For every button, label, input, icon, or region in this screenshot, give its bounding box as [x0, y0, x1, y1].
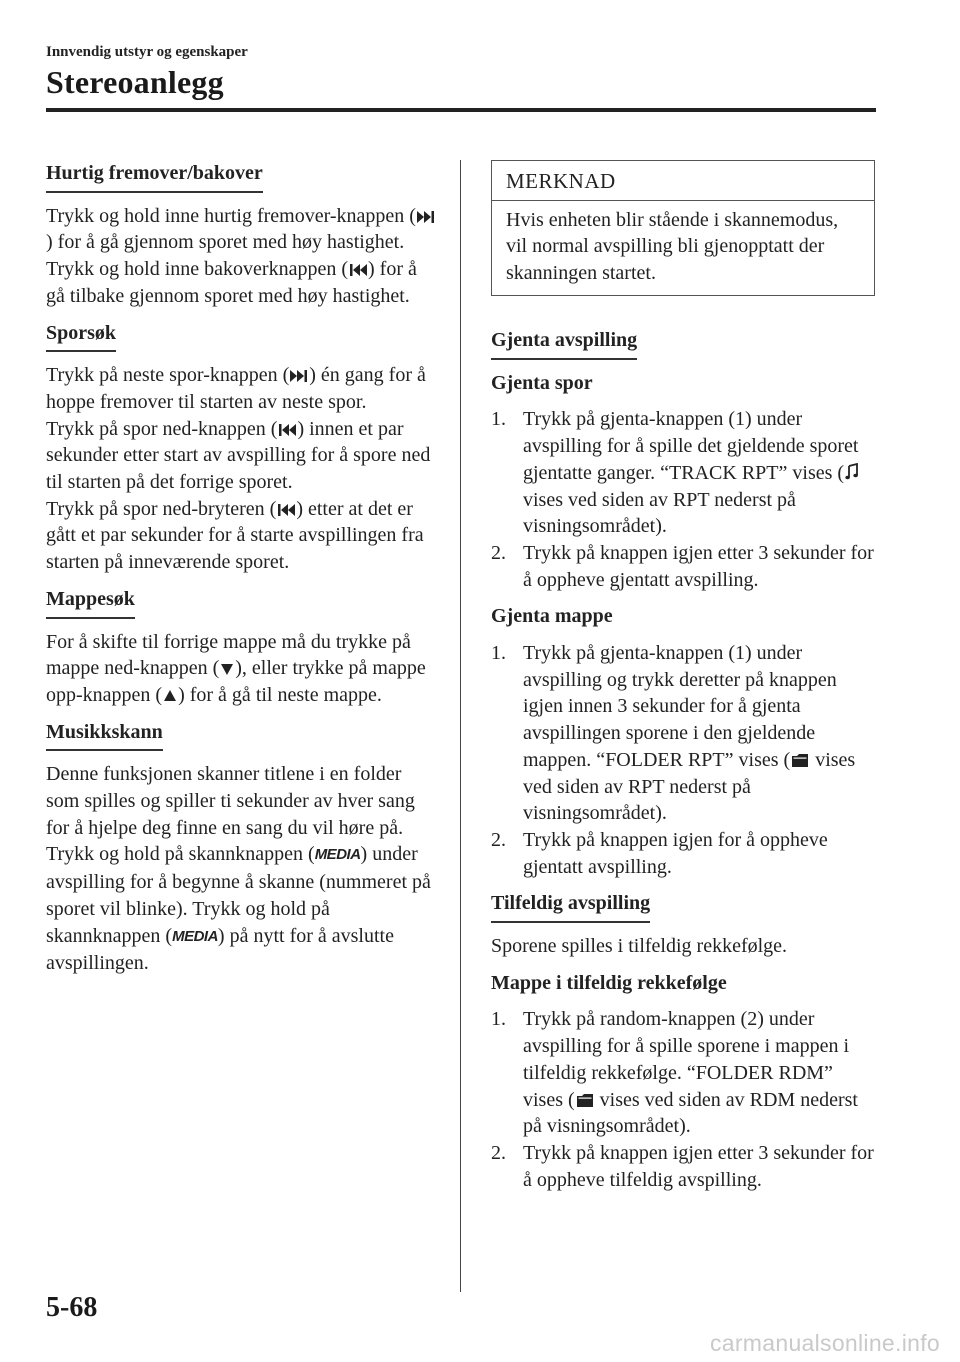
list-repeat-folder	[491, 640, 877, 880]
list-item: 1. Trykk på gjenta-knappen (1) under avspilling for å spille det gjeldende sporet gjentatte ganger. “TRACK RPT” vises ( vises ved siden av RPT nederst på visningsområdet).	[491, 408, 859, 538]
media-button-icon: MEDIA	[172, 927, 218, 945]
list-item: 1. Trykk på random-knappen (2) under avspilling for å spille sporene i mappen i tilfeldig rekkefølge. “FOLDER RDM” vises ( vises ved siden av RDM nederst på visningsområdet).	[491, 1008, 858, 1138]
list-repeat-track	[491, 406, 877, 593]
right-column	[491, 327, 877, 1203]
rewind-icon	[349, 263, 367, 277]
note-box	[491, 160, 875, 296]
subheading-repeat-folder: Gjenta mappe	[491, 605, 613, 628]
next-track-icon	[290, 369, 308, 383]
paragraph-track-search: Trykk på neste spor-knappen ( ) én gang for å hoppe fremover til starten av neste spor. Trykk på spor ned-knappen ( ) innen et par sekunder etter start av avspilling for å spore ned til starten på det forrige sporet. Trykk på spor ned-bryteren ( ) etter at det er gått et par sekunder for å starte avspillingen fra starten på inneværende sporet.	[46, 364, 431, 574]
heading-random-playback: Tilfeldig avspilling	[491, 890, 650, 923]
paragraph-folder-search: For å skifte til forrige mappe må du trykke på mappe ned-knappen ( ), eller trykke på mappe opp-knappen ( ) for å gå til neste mappe.	[46, 630, 426, 706]
page-number: 5-68	[46, 1292, 98, 1323]
heading-fast-forward: Hurtig fremover/bakover	[46, 160, 263, 193]
previous-track-icon	[277, 503, 295, 517]
header-rule	[46, 108, 876, 112]
media-button-icon: MEDIA	[314, 846, 361, 864]
list-item: 2. Trykk på knappen igjen for å oppheve gjentatt avspilling.	[491, 828, 828, 878]
column-divider	[460, 160, 461, 1292]
list-item: 2. Trykk på knappen igjen etter 3 sekunder for å oppheve gjentatt avspilling.	[491, 541, 874, 591]
list-item: 2. Trykk på knappen igjen etter 3 sekunder for å oppheve tilfeldig avspilling.	[491, 1141, 874, 1191]
list-folder-random	[491, 1006, 877, 1193]
subheading-repeat-track: Gjenta spor	[491, 371, 593, 394]
paragraph-fast-forward: Trykk og hold inne hurtig fremover-knappen () for å gå gjennom sporet med høy hastighet. Trykk og hold inne bakoverknappen ( ) for å gå tilbake gjennom sporet med høy hastighet.	[46, 203, 438, 310]
previous-track-icon	[278, 423, 296, 437]
folder-up-icon	[163, 689, 177, 703]
folder-icon	[576, 1093, 594, 1108]
watermark: carmanualsonline.info	[709, 1330, 940, 1356]
music-note-icon	[845, 463, 859, 481]
heading-track-search: Sporsøk	[46, 320, 116, 353]
page-title: Stereoanlegg	[46, 64, 224, 100]
list-item: 1. Trykk på gjenta-knappen (1) under avspilling og trykk deretter på knappen igjen innen 3 sekunder for å gjenta avspillingen sporene i den gjeldende mappen. “FOLDER RPT” vises ( vises ved siden av RPT nederst på visningsområdet).	[491, 642, 856, 825]
chapter-label: Innvendig utstyr og egenskaper	[46, 44, 248, 60]
paragraph-music-scan: Denne funksjonen skanner titlene i en folder som spilles og spiller ti sekunder av hver sang for å hjelpe deg finne en sang du vil høre på. Trykk og hold på skannknappen (MEDIA) under avspilling for å begynne å skanne (nummeret på sporet vil blinke). Trykk og hold på skannknappen (MEDIA) på nytt for å avslutte avspillingen.	[46, 763, 431, 975]
note-title: MERKNAD	[492, 161, 874, 201]
folder-icon	[791, 753, 809, 768]
subheading-folder-random: Mappe i tilfeldig rekkefølge	[491, 971, 727, 994]
left-column	[46, 160, 438, 987]
heading-music-scan: Musikkskann	[46, 719, 163, 752]
folder-down-icon	[220, 662, 234, 676]
heading-repeat-playback: Gjenta avspilling	[491, 327, 637, 360]
paragraph-random: Sporene spilles i tilfeldig rekkefølge.	[491, 935, 788, 958]
heading-folder-search: Mappesøk	[46, 586, 135, 619]
fast-forward-icon	[417, 210, 435, 224]
note-body: Hvis enheten blir stående i skannemodus, vil normal avspilling bli gjenopptatt der skanningen startet.	[506, 208, 839, 285]
